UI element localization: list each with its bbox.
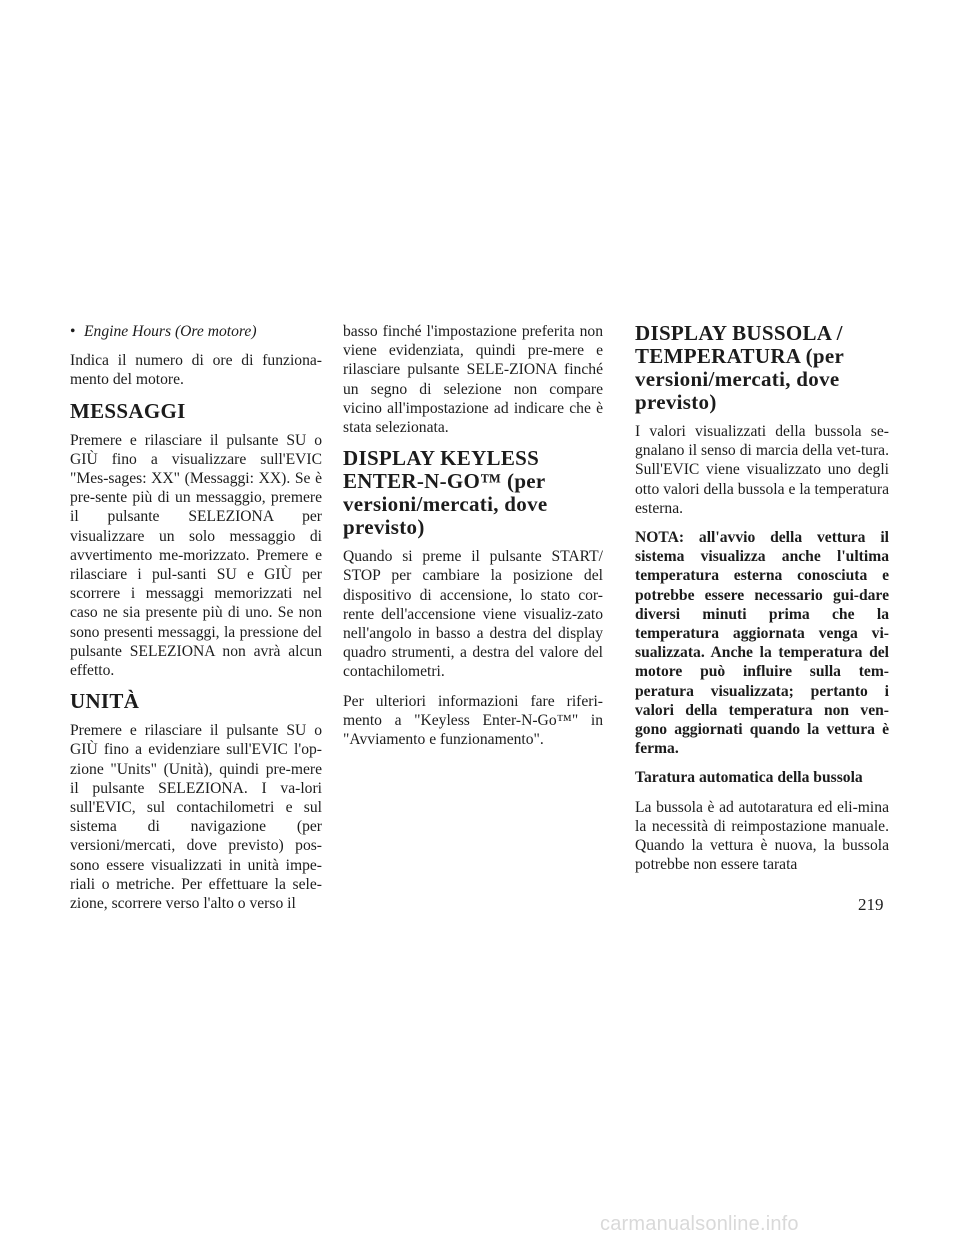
heading-messaggi: MESSAGGI (70, 398, 186, 423)
watermark: carmanualsonline.info (600, 1213, 799, 1235)
unita-continued-text: basso finché l'impostazione preferita non viene evidenziata, quindi pre-mere e rilasciare pulsante SELE-ZIONA finché un segno di selezione non compare vicino all'impostazione ad indicare che è stata selezionata. (343, 323, 603, 437)
subheading-taratura: Taratura automatica della bussola (635, 769, 863, 787)
unita-text: Premere e rilasciare il pulsante SU o GIÙ fino a evidenziare sull'EVIC l'op-zione "Units" (Unità), quindi pre-mere il pulsante SELEZIONA. I va-lori sull'EVIC, sul contachilometri e sul sistema di navigazione (per versioni/mercati, dove previsto) pos-sono essere visualizzati in unità impe-riali o metriche. Per effettuare la sele-zione, scorrere verso l'alto o verso il (70, 722, 322, 913)
keyless-text: Quando si preme il pulsante START/ STOP per cambiare la posizione del dispositivo di accensione, lo stato cor-rente dell'accensione viene visualiz-zato nell'angolo in basso a destra del display quadro strumenti, a destra del valore del contachilometri. (343, 548, 603, 681)
engine-hours-text: Indica il numero di ore di funziona-mento del motore. (70, 352, 322, 389)
bullet-title: Engine Hours (Ore motore) (84, 323, 257, 340)
taratura-text: La bussola è ad autotaratura ed eli-mina la necessità di reimpostazione manuale. Quando la vettura è nuova, la bussola potrebbe non essere tarata (635, 798, 889, 874)
messaggi-text: Premere e rilasciare il pulsante SU o GIÙ fino a visualizzare sull'EVIC "Mes-sages: XX" (Messaggi: XX). Se è pre-sente più di un messaggio, premere il pulsante SELEZIONA per visualizzare un solo messaggio di avvertimento me-morizzato. Premere e rilasciare i pul-santi SU e GIÙ per scorrere i messaggi memorizzati nel caso ne sia presente più di uno. Se non sono presenti messaggi, la pressione del pulsante SELEZIONA non avrà alcun effetto. (70, 431, 322, 680)
riferimento-text: Per ulteriori informazioni fare riferi-mento a "Keyless Enter-N-Go™" in "Avviamento e funzionamento". (343, 692, 603, 749)
heading-unita: UNITÀ (70, 689, 140, 714)
bullet-icon: • (70, 323, 76, 340)
bullet-item (70, 322, 322, 341)
column-middle (343, 322, 603, 759)
column-right (635, 322, 889, 884)
bussola-text: I valori visualizzati della bussola se-gnalano il senso di marcia della vet-tura. Sull'EVIC viene visualizzato uno degli otto valori della bussola e la temperatura esterna. (635, 423, 889, 517)
heading-keyless: DISPLAY KEYLESS ENTER-N-GO™ (per versioni/mercati, dove previsto) (343, 446, 548, 540)
column-left (70, 322, 322, 923)
heading-bussola: DISPLAY BUSSOLA / TEMPERATURA (per versioni/mercati, dove previsto) (635, 321, 844, 414)
nota-text: NOTA: all'avvio della vettura il sistema visualizza anche l'ultima temperatura esterna conosciuta e potrebbe essere necessario gui-dare diversi minuti prima che la temperatura aggiornata venga vi-sualizzata. Anche la temperatura del motore può influire sulla tem-peratura visualizzata; pertanto i valori della temperatura non ven-gono aggiornati quando la vettura è ferma. (635, 529, 889, 758)
page-number: 219 (858, 895, 884, 914)
